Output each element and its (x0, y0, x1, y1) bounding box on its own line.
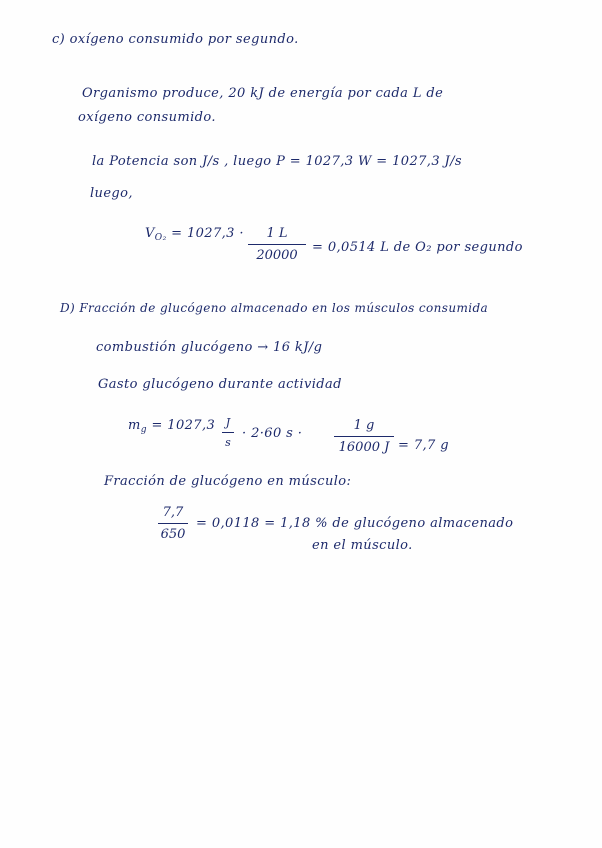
mg-fraction (334, 418, 394, 455)
glycogen-fraction-result-2: en el músculo. (312, 538, 413, 553)
mg-denominator: 16000 J (338, 440, 390, 455)
section-c-line-1: Organismo produce, 20 kJ de energía por cada L de (82, 86, 444, 101)
fraction-bar (158, 523, 188, 524)
mg-result: = 7,7 g (398, 438, 449, 453)
vo2-numerator: 1 L (266, 226, 288, 241)
glycogen-fraction (158, 505, 188, 542)
mg-equals-term: = 1027,3 (151, 418, 216, 433)
fraction-bar (222, 432, 234, 433)
section-c-line-4: luego, (90, 186, 133, 201)
vo2-equals-term: = 1027,3 · (171, 226, 244, 241)
section-c-heading: c) oxígeno consumido por segundo. (52, 32, 299, 47)
vo2-equation-lhs (145, 226, 244, 243)
mg-numerator: 1 g (353, 418, 375, 433)
section-d-line-2: Gasto glucógeno durante actividad (98, 377, 342, 392)
mg-equation-lhs (128, 418, 215, 435)
glycogen-fraction-denominator: 650 (160, 527, 186, 542)
section-c-line-2: oxígeno consumido. (78, 110, 216, 125)
section-c-line-3: la Potencia son J/s , luego P = 1027,3 W = 1027,3 J/s (92, 154, 462, 169)
section-d-line-3: Fracción de glucógeno en músculo: (104, 474, 352, 489)
vo2-symbol: V (145, 226, 155, 241)
mg-subscript: g (140, 425, 147, 435)
vo2-fraction (248, 226, 306, 263)
glycogen-fraction-numerator: 7,7 (162, 505, 184, 520)
mg-unit-fraction (222, 416, 234, 449)
mg-unit-denominator: s (225, 436, 231, 449)
fraction-bar (248, 244, 306, 245)
vo2-denominator: 20000 (256, 248, 298, 263)
section-d-line-1: combustión glucógeno → 16 kJ/g (96, 340, 323, 355)
mg-symbol: m (128, 418, 141, 433)
glycogen-fraction-result: = 0,0118 = 1,18 % de glucógeno almacenado (196, 516, 514, 531)
vo2-subscript: O₂ (154, 233, 167, 243)
section-d-heading: D) Fracción de glucógeno almacenado en los músculos consumida (60, 301, 489, 315)
fraction-bar (334, 436, 394, 437)
mg-time-term: · 2·60 s · (242, 426, 303, 441)
vo2-result: = 0,0514 L de O₂ por segundo (312, 240, 523, 255)
mg-unit-numerator: J (225, 416, 231, 429)
